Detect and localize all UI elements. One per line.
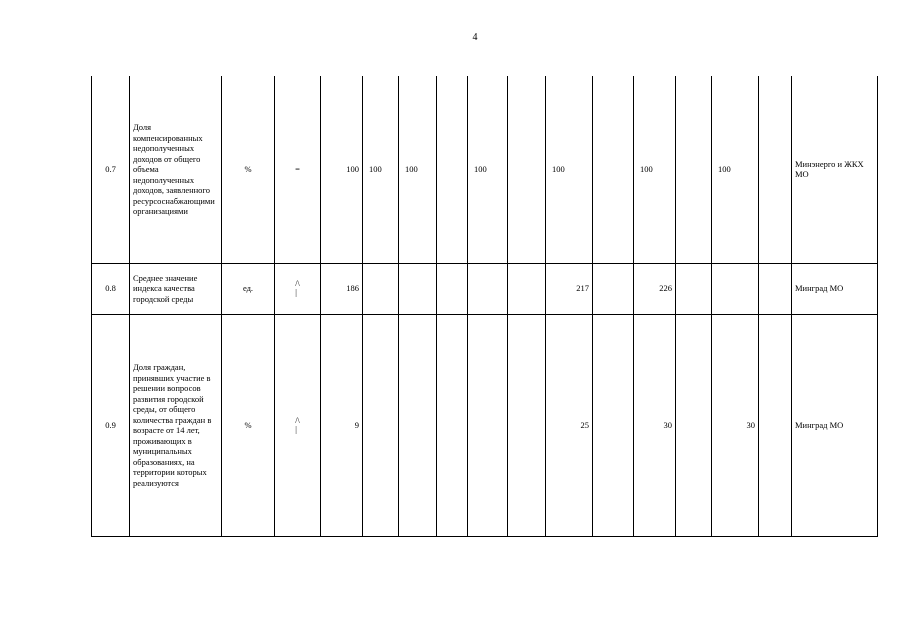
- table-row: [92, 263, 878, 314]
- value-cell: [363, 314, 399, 536]
- value-cell: 30: [712, 314, 759, 536]
- value-cell: [437, 314, 468, 536]
- value-cell: [593, 314, 634, 536]
- value-cell: 25: [546, 314, 593, 536]
- value-cell: 9: [321, 314, 363, 536]
- value-cell: [437, 263, 468, 314]
- unit-cell: %: [222, 76, 275, 263]
- unit-cell: ед.: [222, 263, 275, 314]
- value-cell: 186: [321, 263, 363, 314]
- row-number: 0.9: [92, 314, 130, 536]
- value-cell: 226: [634, 263, 676, 314]
- value-cell: 100: [712, 76, 759, 263]
- value-cell: [437, 76, 468, 263]
- value-cell: [508, 76, 546, 263]
- value-cell: [399, 314, 437, 536]
- row-number: 0.8: [92, 263, 130, 314]
- value-cell: [508, 263, 546, 314]
- page-number: 4: [472, 32, 478, 43]
- value-cell: 100: [634, 76, 676, 263]
- indicator-name: Доля граждан, принявших участие в решении вопросов развития городской среды, от общего количества граждан в возрасте от 14 лет, проживающих в муниципальных образованиях, на территории которых реализуются: [130, 314, 222, 536]
- value-cell: [676, 76, 712, 263]
- value-cell: 100: [546, 76, 593, 263]
- value-cell: [759, 76, 792, 263]
- indicators-table: [91, 76, 878, 537]
- table-row: [92, 76, 878, 263]
- value-cell: [676, 263, 712, 314]
- responsible-body: Минград МО: [792, 314, 878, 536]
- value-cell: [759, 263, 792, 314]
- row-number: 0.7: [92, 76, 130, 263]
- responsible-body: Минград МО: [792, 263, 878, 314]
- value-cell: 100: [321, 76, 363, 263]
- value-cell: [468, 314, 508, 536]
- value-cell: 217: [546, 263, 593, 314]
- value-cell: 30: [634, 314, 676, 536]
- trend-sign: =: [275, 76, 321, 263]
- value-cell: [712, 263, 759, 314]
- value-cell: [363, 263, 399, 314]
- value-cell: 100: [399, 76, 437, 263]
- indicator-name: Среднее значение индекса качества городской среды: [130, 263, 222, 314]
- value-cell: [399, 263, 437, 314]
- value-cell: [508, 314, 546, 536]
- value-cell: 100: [363, 76, 399, 263]
- responsible-body: Минэнерго и ЖКХ МО: [792, 76, 878, 263]
- value-cell: 100: [468, 76, 508, 263]
- value-cell: [759, 314, 792, 536]
- value-cell: [593, 76, 634, 263]
- growth-sign: /\ |: [295, 279, 300, 298]
- value-cell: [593, 263, 634, 314]
- growth-sign: /\ |: [295, 415, 300, 434]
- unit-cell: %: [222, 314, 275, 536]
- value-cell: [676, 314, 712, 536]
- indicator-name: Доля компенсированных недополученных доходов от общего объема недополученных доходов, заявленного ресурсоснабжающими организациями: [130, 76, 222, 263]
- table-row: [92, 314, 878, 536]
- value-cell: [468, 263, 508, 314]
